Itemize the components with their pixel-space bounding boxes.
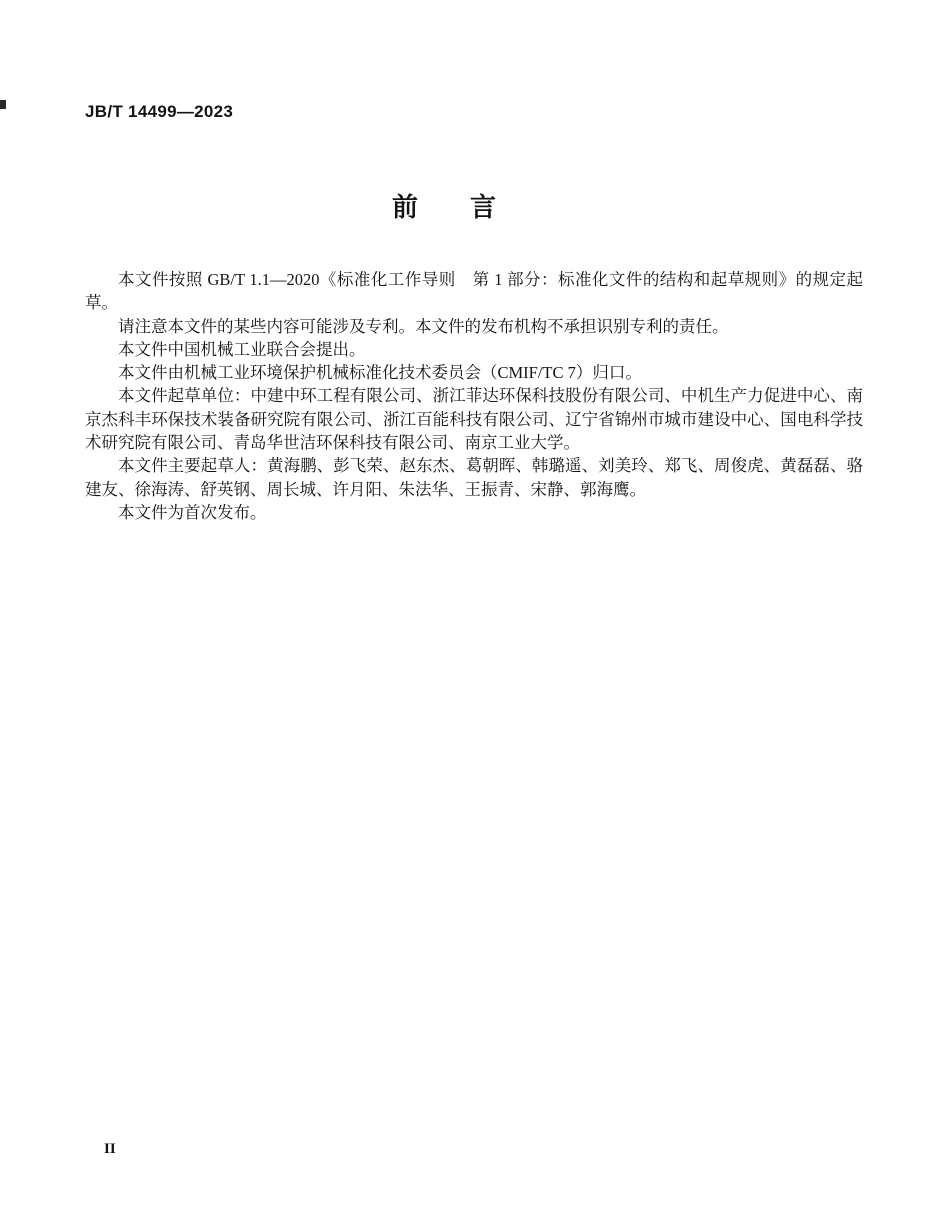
foreword-body [85,268,863,524]
paragraph-first-issue: 本文件为首次发布。 [118,502,267,522]
paragraph-proposed-by: 本文件中国机械工业联合会提出。 [118,339,366,359]
page-number: II [104,1141,116,1157]
paragraph-drafting-organizations: 本文件起草单位：中建中环工程有限公司、浙江菲达环保科技股份有限公司、中机生产力促进中心、南京杰科丰环保技术装备研究院有限公司、浙江百能科技有限公司、辽宁省锦州市城市建设中心、国电科学技术研究院有限公司、青岛华世洁环保科技有限公司、南京工业大学。 [85,386,863,453]
paragraph-drafting-rules: 本文件按照 GB/T 1.1—2020《标准化工作导则 第 1 部分：标准化文件的结构和起草规则》的规定起草。 [85,270,863,313]
paragraph-patent-notice: 请注意本文件的某些内容可能涉及专利。本文件的发布机构不承担识别专利的责任。 [118,316,729,336]
paragraph-centralized-by: 本文件由机械工业环境保护机械标准化技术委员会（CMIF/TC 7）归口。 [118,363,642,383]
paragraph-main-drafters: 本文件主要起草人：黄海鹏、彭飞荣、赵东杰、葛朝晖、韩璐遥、刘美玲、郑飞、周俊虎、黄磊磊、骆建友、徐海涛、舒英钢、周长城、许月阳、朱法华、王振青、宋静、郭海鹰。 [85,456,863,499]
scan-edge-mark [0,100,6,109]
standard-number-header: JB/T 14499—2023 [85,102,234,121]
foreword-title: 前 言 [391,192,496,222]
